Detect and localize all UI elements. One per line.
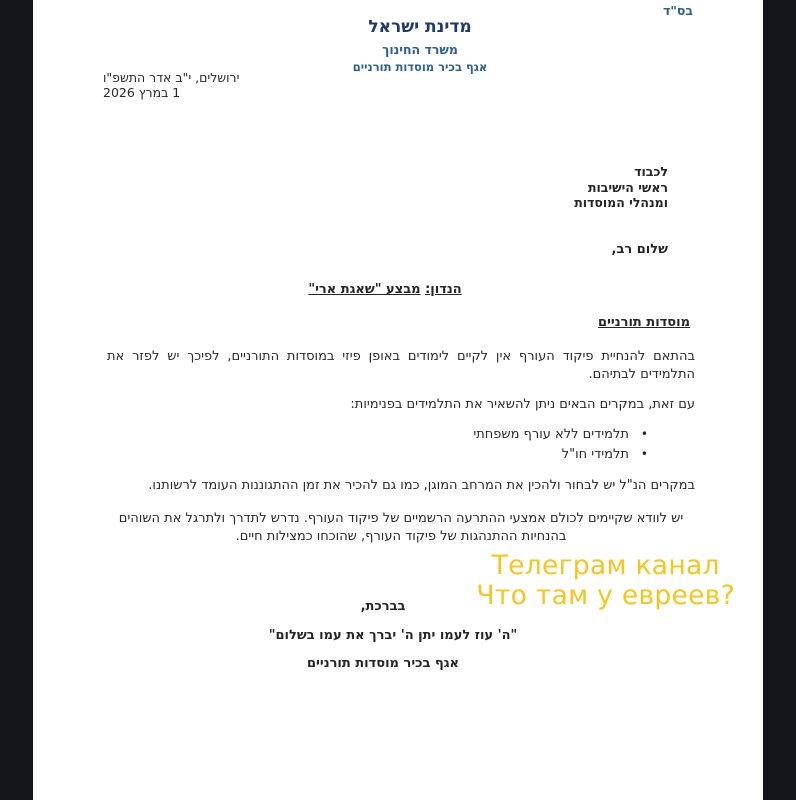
bsd-inscription: בס"ד (663, 3, 693, 18)
subject-line (20, 282, 750, 297)
recipient-line: לכבוד (634, 164, 668, 179)
paragraph-alert-means: יש לוודא שקיימים לכולם אמצעי ההתרעה הרשמיים של פיקוד העורף. נדרש לתדרך ולתרגל את השוהים בהנחיות ההתנהגות של פיקוד העורף, שהוכחו כמצילות חיים. (118, 511, 684, 544)
exceptions-list (473, 425, 648, 464)
paragraph-exceptions-intro: עם זאת, במקרים הבאים ניתן להשאיר את התלמידים בפנימיות: (350, 397, 695, 412)
date-block (103, 70, 239, 100)
closing-salutation: בברכת, (360, 599, 406, 614)
closing-signature: אגף בכיר מוסדות תורניים (306, 656, 460, 671)
watermark-channel-name: Что там у евреев? (476, 580, 735, 611)
telegram-watermark (476, 551, 735, 611)
paragraph-shelter-prep: במקרים הנ"ל יש לבחור ולהכין את המרחב המוגן, כמו גם להכיר את זמן ההתגוננות העומד לרשותנו. (148, 478, 695, 493)
list-item: • תלמידי חו"ל (473, 445, 648, 465)
letterhead-state-name: מדינת ישראל (368, 17, 472, 37)
list-item: • תלמידים ללא עורף משפחתי (473, 425, 648, 445)
recipient-line: ראשי הישיבות (587, 179, 668, 195)
letterhead-division-name: אגף בכיר מוסדות תורניים (352, 60, 488, 74)
recipient-line: ומנהלי המוסדות (574, 195, 668, 210)
date-hebrew: ירושלים, י"ב אדר התשפ"ו (103, 70, 240, 85)
closing-verse: "ה' עוז לעמו יתן ה' יברך את עמו בשלום" (268, 628, 518, 643)
subject-title: מבצע "שאגת ארי" (308, 282, 421, 297)
date-gregorian: 1 במרץ 2026 (103, 85, 181, 100)
letterhead (55, 17, 785, 74)
greeting: שלום רב, (611, 242, 668, 257)
subject-label: הנדון: (425, 282, 462, 297)
letter-page (33, 0, 763, 800)
letterhead-ministry-name: משרד החינוך (382, 42, 458, 57)
watermark-channel-label: Телеграм канал (491, 550, 720, 581)
recipient-block (574, 164, 668, 211)
section-heading: מוסדות תורניים (598, 315, 690, 330)
paragraph-dispersal: בהתאם להנחיית פיקוד העורף אין לקיים לימודים באופן פיזי במוסדות התורניים, לפיכך יש לפזר את התלמידים לבתיהם. (107, 349, 695, 382)
